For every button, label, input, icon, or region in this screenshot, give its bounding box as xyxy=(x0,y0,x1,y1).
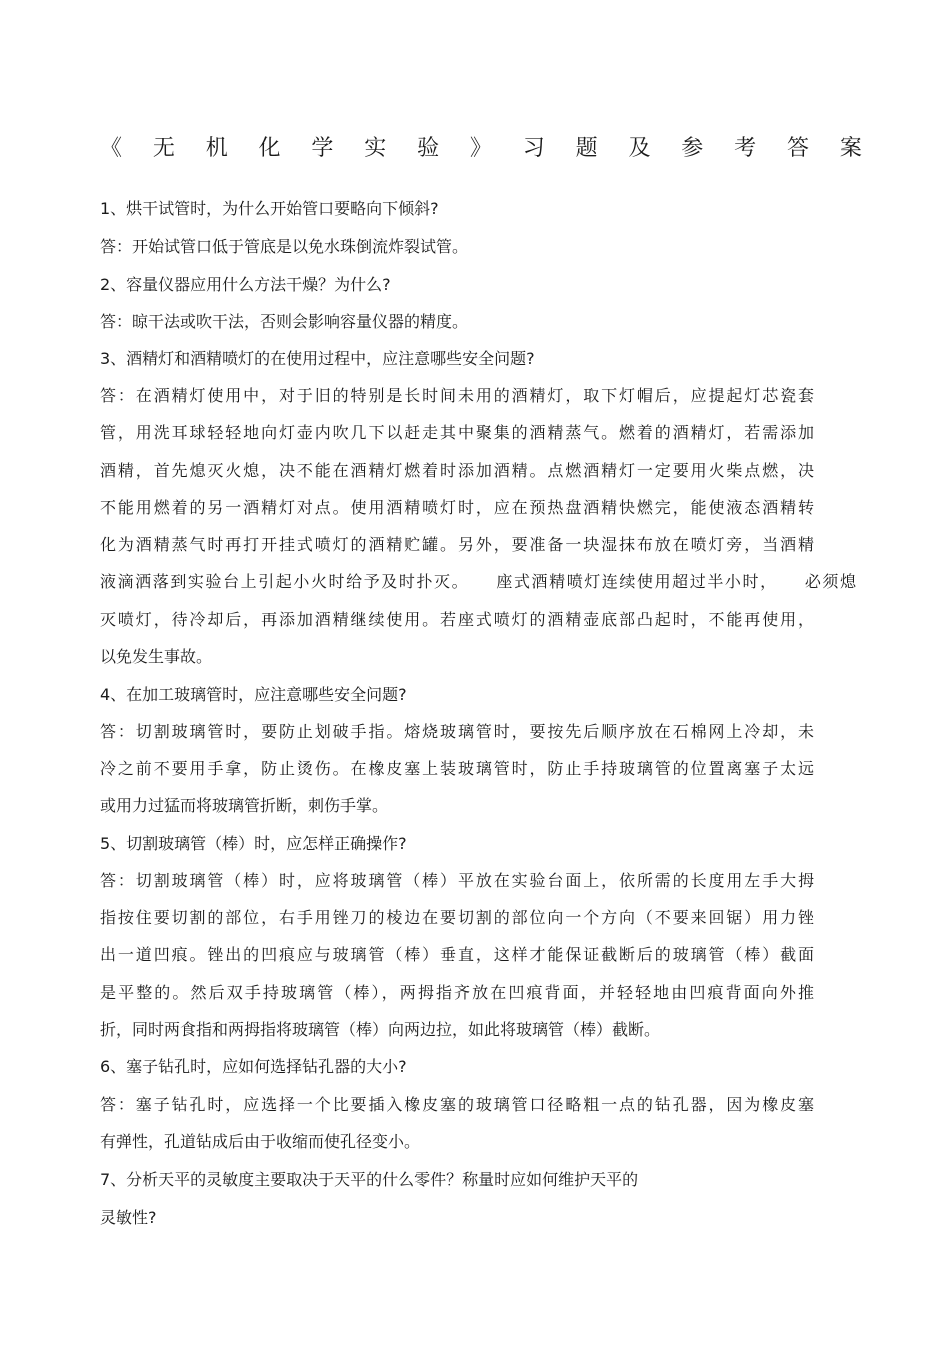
title-char: 参 xyxy=(681,135,704,161)
answer-5-line: 出一道凹痕。锉出的凹痕应与玻璃管（棒）垂直，这样才能保证截断后的玻璃管（棒）截面 xyxy=(100,945,814,964)
title-char: 学 xyxy=(311,135,334,161)
title-char: 及 xyxy=(628,135,651,161)
title-char: 答 xyxy=(786,135,809,161)
question-2: 2、容量仪器应用什么方法干燥？为什么? xyxy=(100,275,391,294)
question-1: 1、烘干试管时，为什么开始管口要略向下倾斜? xyxy=(100,199,439,218)
answer-2: 答：晾干法或吹干法，否则会影响容量仪器的精度。 xyxy=(100,312,469,331)
answer-4-line: 或用力过猛而将玻璃管折断，刺伤手掌。 xyxy=(100,796,389,815)
title-char: 验 xyxy=(417,135,440,161)
answer-5-line: 是平整的。然后双手持玻璃管（棒），两拇指齐放在凹痕背面，并轻轻地由凹痕背面向外推 xyxy=(100,983,814,1002)
title-char: 案 xyxy=(839,135,862,161)
answer-6-line: 答：塞子钻孔时，应选择一个比要插入橡皮塞的玻璃管口径略粗一点的钻孔器，因为橡皮塞 xyxy=(100,1095,814,1114)
answer-3-line: 以免发生事故。 xyxy=(100,647,213,666)
answer-5-line: 折，同时两食指和两拇指将玻璃管（棒）向两边拉，如此将玻璃管（棒）截断。 xyxy=(100,1020,661,1039)
answer-1: 答：开始试管口低于管底是以免水珠倒流炸裂试管。 xyxy=(100,237,469,256)
title-char: 无 xyxy=(152,135,175,161)
title-char: 机 xyxy=(205,135,228,161)
answer-3-line: 化为酒精蒸气时再打开挂式喷灯的酒精贮罐。另外，要准备一块湿抹布放在喷灯旁，当酒精 xyxy=(100,535,814,554)
answer-6-line: 有弹性，孔道钻成后由于收缩而使孔径变小。 xyxy=(100,1132,421,1151)
question-5: 5、切割玻璃管（棒）时，应怎样正确操作? xyxy=(100,834,407,853)
answer-5-line: 指按住要切割的部位，右手用锉刀的棱边在要切割的部位向一个方向（不要来回锯）用力锉 xyxy=(100,908,814,927)
title-char: 实 xyxy=(364,135,387,161)
question-7-cont: 灵敏性? xyxy=(100,1208,157,1227)
answer-3-line: 管，用洗耳球轻轻地向灯壶内吹几下以赶走其中聚集的酒精蒸气。燃着的酒精灯，若需添加 xyxy=(100,423,814,442)
answer-3-line: 灭喷灯，待冷却后，再添加酒精继续使用。若座式喷灯的酒精壶底部凸起时，不能再使用， xyxy=(100,610,814,629)
question-6: 6、塞子钻孔时，应如何选择钻孔器的大小? xyxy=(100,1057,407,1076)
answer-4-line: 答：切割玻璃管时，要防止划破手指。熔烧玻璃管时，要按先后顺序放在石棉网上冷却，未 xyxy=(100,722,814,741)
title-char: 》 xyxy=(469,135,492,161)
answer-3-line: 酒精，首先熄灭火熄，决不能在酒精灯燃着时添加酒精。点燃酒精灯一定要用火柴点燃，决 xyxy=(100,461,814,480)
answer-3-line: 液滴洒落到实验台上引起小火时给予及时扑灭。 座式酒精喷灯连续使用超过半小时， 必须熄 xyxy=(100,572,856,591)
title-char: 《 xyxy=(100,135,123,161)
answer-3-line: 不能用燃着的另一酒精灯对点。使用酒精喷灯时，应在预热盘酒精快燃完，能使液态酒精转 xyxy=(100,498,814,517)
answer-3-line: 答：在酒精灯使用中，对于旧的特别是长时间未用的酒精灯，取下灯帽后，应提起灯芯瓷套 xyxy=(100,386,814,405)
title-char: 化 xyxy=(258,135,281,161)
title-char: 考 xyxy=(734,135,757,161)
title-char: 习 xyxy=(522,135,545,161)
answer-5-line: 答：切割玻璃管（棒）时，应将玻璃管（棒）平放在实验台面上，依所需的长度用左手大拇 xyxy=(100,871,814,890)
title-char: 题 xyxy=(575,135,598,161)
answer-4-line: 冷之前不要用手拿，防止烫伤。在橡皮塞上装玻璃管时，防止手持玻璃管的位置离塞子太远 xyxy=(100,759,814,778)
question-4: 4、在加工玻璃管时，应注意哪些安全问题? xyxy=(100,685,407,704)
question-7: 7、分析天平的灵敏度主要取决于天平的什么零件？称量时应如何维护天平的 xyxy=(100,1170,639,1189)
question-3: 3、酒精灯和酒精喷灯的在使用过程中，应注意哪些安全问题? xyxy=(100,349,535,368)
document-title xyxy=(100,126,862,166)
